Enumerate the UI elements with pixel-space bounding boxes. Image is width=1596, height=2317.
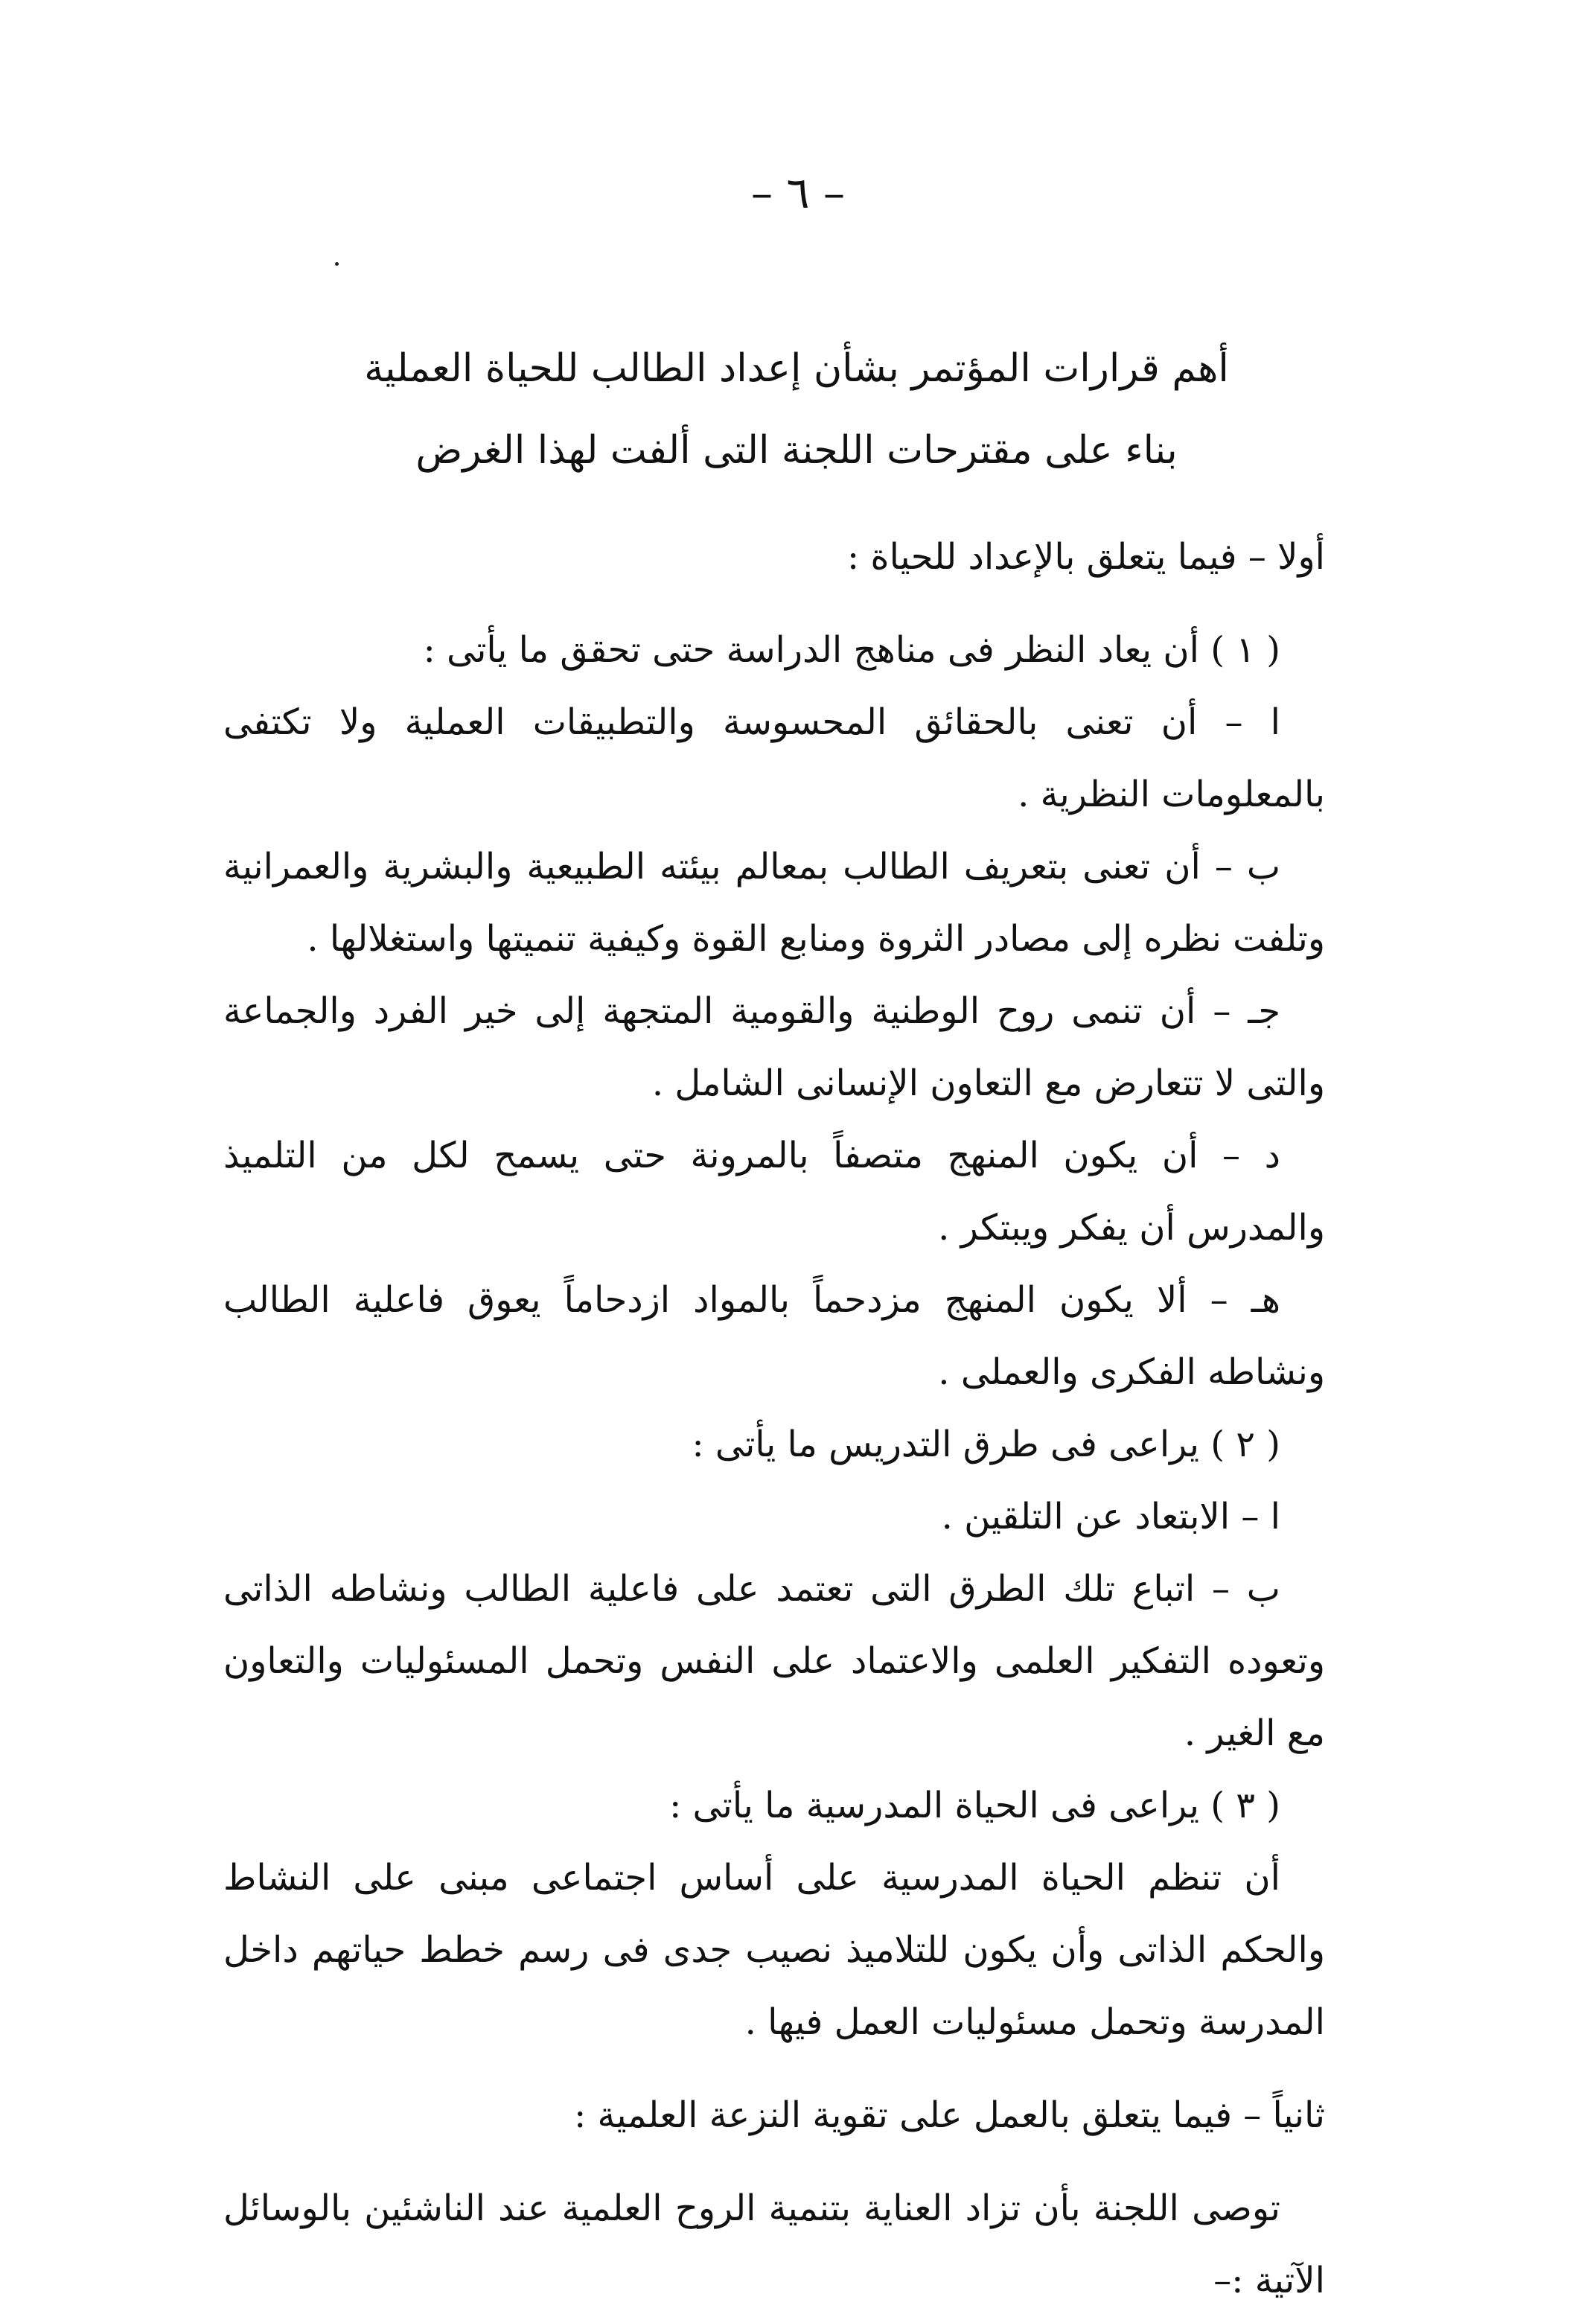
page-number: – ٦ – [750,168,846,218]
section-2-heading: ثانياً – فيما يتعلق بالعمل على تقوية النزعة العلمية : [574,2094,1325,2136]
spacer [223,593,1325,614]
item-1-a: ا – أن تعنى بالحقائق المحسوسة والتطبيقات العملية ولا تكتفى بالمعلومات النظرية . [223,701,1325,815]
item-2-a: ا – الابتعاد عن التلقين . [941,1496,1280,1537]
item-1-e: هـ – ألا يكون المنهج مزدحماً بالمواد ازدحاماً يعوق فاعلية الطالب ونشاطه الفكرى والعملى . [223,1279,1325,1393]
document-body [223,521,1325,2317]
item-2-intro: ( ٢ ) يراعى فى طرق التدريس ما يأتى : [692,1424,1280,1465]
spacer [223,2059,1325,2079]
item-2-b: ب – اتباع تلك الطرق التى تعتمد على فاعلية الطالب ونشاطه الذاتى وتعوده التفكير العلمى والاعتماد على النفس وتحمل المسئوليات والتعاون مع الغير . [223,1568,1325,1754]
item-3-text: أن تنظم الحياة المدرسية على أساس اجتماعى مبنى على النشاط والحكم الذاتى وأن يكون للتلاميذ نصيب جدى فى رسم خطط حياتهم داخل المدرسة وتحمل مسئوليات العمل فيها . [223,1857,1325,2043]
item-1-d: د – أن يكون المنهج متصفاً بالمرونة حتى يسمح لكل من التلميذ والمدرس أن يفكر ويبتكر . [223,1135,1325,1249]
item-1-intro: ( ١ ) أن يعاد النظر فى مناهج الدراسة حتى تحقق ما يأتى : [423,629,1280,671]
title-line-2: بناء على مقترحات اللجنة التى ألفت لهذا الغرض [415,428,1178,473]
spacer [223,2152,1325,2173]
title-line-1: أهم قرارات المؤتمر بشأن إعداد الطالب للحياة العملية [364,346,1229,391]
section-1-heading: أولا – فيما يتعلق بالإعداد للحياة : [847,536,1325,578]
item-1-b: ب – أن تعنى بتعريف الطالب بمعالم بيئته الطبيعية والبشرية والعمرانية وتلفت نظره إلى مصادر الثروة ومنابع القوة وكيفية تنميتها واستغلالها . [223,846,1325,960]
print-speck [335,262,339,266]
item-1-c: جـ – أن تنمى روح الوطنية والقومية المتجهة إلى خير الفرد والجماعة والتى لا تتعارض مع التعاون الإنسانى الشامل . [223,990,1325,1104]
section-2-text: توصى اللجنة بأن تزاد العناية بتنمية الروح العلمية عند الناشئين بالوسائل الآتية :– [223,2187,1325,2301]
document-title [313,328,1280,491]
item-3-intro: ( ٣ ) يراعى فى الحياة المدرسية ما يأتى : [669,1785,1280,1826]
